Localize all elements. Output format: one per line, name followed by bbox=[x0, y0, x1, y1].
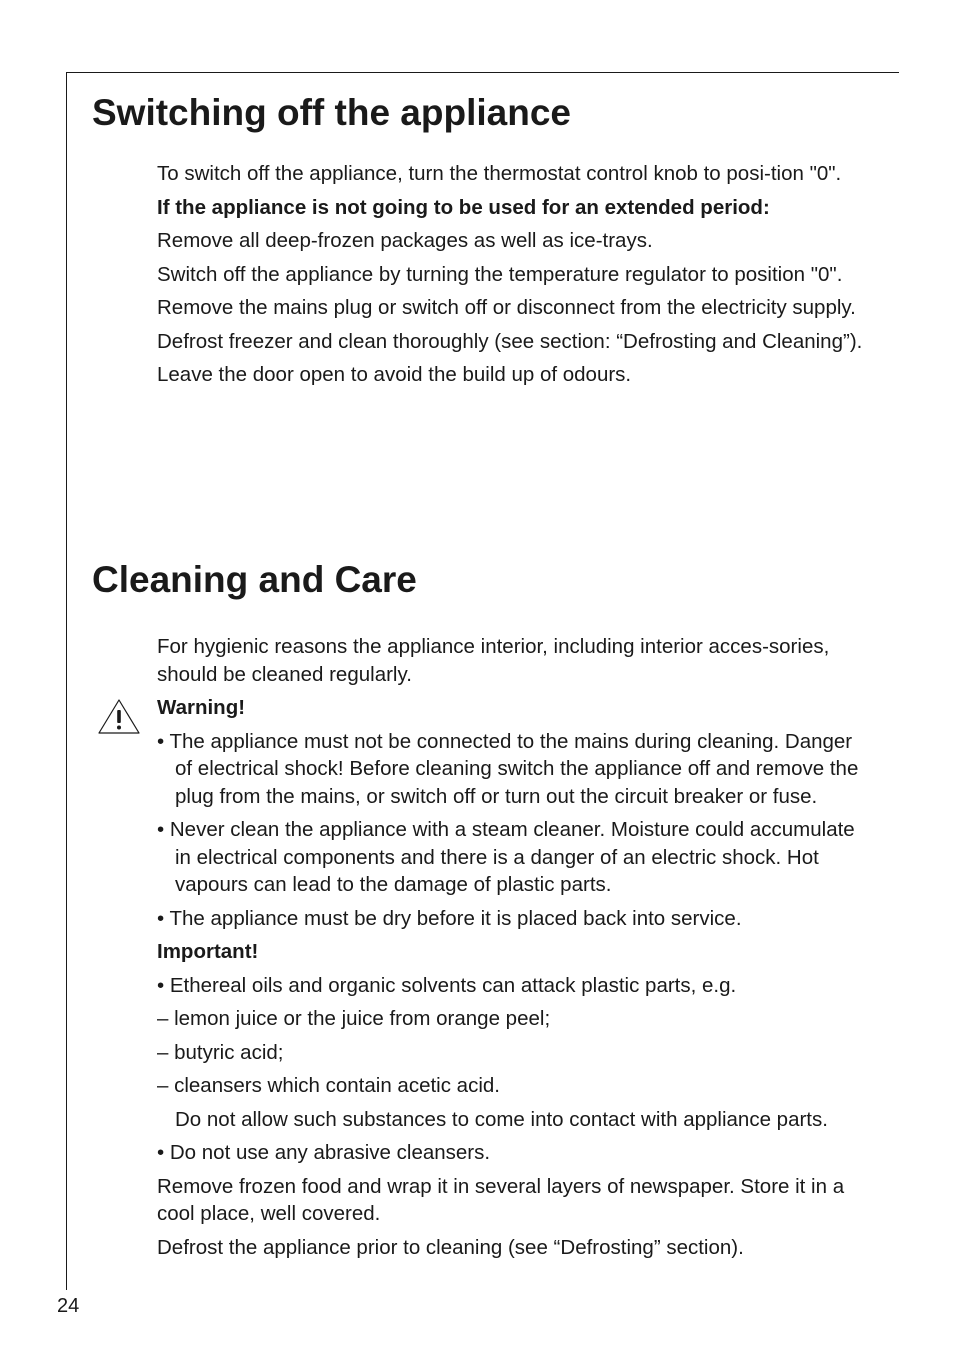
paragraph: To switch off the appliance, turn the thermostat control knob to posi-tion "0". bbox=[157, 162, 842, 185]
dash-item: – butyric acid; bbox=[157, 1040, 284, 1064]
warning-bullet: • Never clean the appliance with a steam cleaner. Moisture could accumulate in electrical components and there is a danger of an electric shock. Hot vapours can lead to the damage of plastic parts. bbox=[157, 818, 855, 896]
left-rule bbox=[66, 72, 67, 1290]
paragraph: Switch off the appliance by turning the temperature regulator to position "0". bbox=[157, 262, 843, 286]
paragraph: Defrost freezer and clean thoroughly (see section: “Defrosting and Cleaning”). bbox=[157, 329, 863, 353]
paragraph: Remove all deep-frozen packages as well as ice-trays. bbox=[157, 229, 653, 252]
section-title-switching-off: Switching off the appliance bbox=[92, 92, 571, 133]
paragraph: Remove the mains plug or switch off or disconnect from the electricity supply. bbox=[157, 296, 856, 319]
closing-paragraph: Remove frozen food and wrap it in several layers of newspaper. Store it in a cool place, well covered. bbox=[157, 1174, 845, 1225]
subheading-extended-period: If the appliance is not going to be used for an extended period: bbox=[157, 195, 770, 219]
important-heading: Important! bbox=[157, 940, 259, 963]
section-title-cleaning-care: Cleaning and Care bbox=[92, 559, 417, 600]
warning-heading: Warning! bbox=[157, 696, 246, 719]
dash-item: – cleansers which contain acetic acid. bbox=[157, 1074, 500, 1097]
dash-item: – lemon juice or the juice from orange peel; bbox=[157, 1007, 551, 1030]
warning-bullet: • The appliance must be dry before it is placed back into service. bbox=[157, 906, 742, 930]
important-bullet: • Ethereal oils and organic solvents can attack plastic parts, e.g. bbox=[157, 973, 737, 997]
intro-paragraph: For hygienic reasons the appliance interior, including interior acces-sories, should be cleaned regularly. bbox=[157, 635, 830, 686]
closing-paragraph: Defrost the appliance prior to cleaning (see “Defrosting” section). bbox=[157, 1235, 744, 1259]
abrasive-bullet: • Do not use any abrasive cleansers. bbox=[157, 1141, 491, 1164]
top-rule bbox=[66, 72, 899, 73]
substances-note: Do not allow such substances to come into contact with appliance parts. bbox=[175, 1107, 828, 1131]
switching-off-body bbox=[157, 160, 872, 395]
paragraph: Leave the door open to avoid the build up of odours. bbox=[157, 363, 632, 386]
warning-bullet: • The appliance must not be connected to the mains during cleaning. Danger of electrical shock! Before cleaning switch the appliance off and remove the plug from the mains, or switch off or turn out the circuit breaker or fuse. bbox=[157, 729, 859, 808]
page-number: 24 bbox=[57, 1295, 80, 1317]
cleaning-care-body bbox=[157, 633, 872, 1267]
warning-triangle-icon bbox=[96, 697, 142, 737]
